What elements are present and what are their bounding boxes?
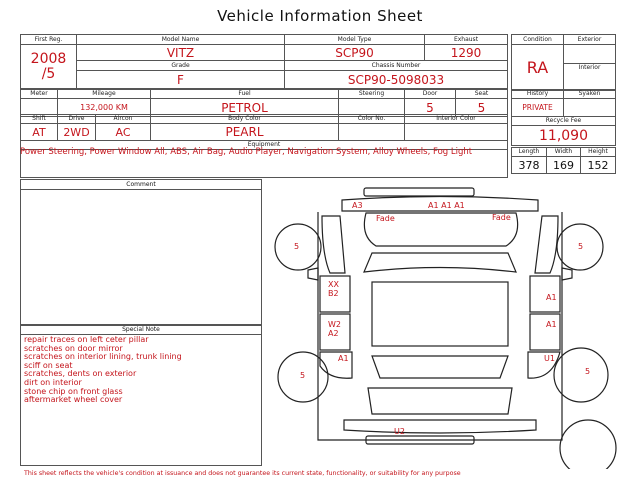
first-reg-year: 2008 [30, 50, 67, 67]
color-no-label: Color No. [339, 115, 405, 124]
front-bumper-part [364, 188, 474, 196]
length-label: Length [512, 148, 547, 157]
syaken-label: Syaken [564, 90, 616, 99]
special-note-item: scratches, dents on exterior [24, 369, 137, 379]
fuel-label: Fuel [151, 90, 339, 99]
spare-wheel [560, 420, 616, 469]
exterior-label: Exterior [564, 35, 616, 45]
special-note-item: scratches on door mirror [24, 343, 123, 353]
special-note-item: scratches on interior lining, trunk lining [24, 352, 182, 362]
mark-left-quarter: A1 [338, 354, 349, 363]
mark-right-front-door: A1 [546, 293, 557, 302]
special-note-item: stone chip on front glass [24, 386, 123, 396]
model-type-label: Model Type [285, 35, 425, 45]
grade-value: F [77, 71, 285, 89]
exhaust-label: Exhaust [425, 35, 508, 45]
length-value: 378 [512, 157, 547, 174]
mark-rear-bumper: U2 [394, 427, 405, 436]
recycle-label: Recycle Fee [512, 117, 616, 126]
mark-right-rear-door: A1 [546, 320, 557, 329]
mark-front-top: A1 A1 A1 [428, 201, 465, 210]
model-name-label: Model Name [77, 35, 285, 45]
left-front-fender [322, 216, 345, 273]
history-label: History [512, 90, 564, 99]
dimensions-table [511, 147, 616, 174]
page-title: Vehicle Information Sheet [217, 7, 423, 25]
mileage-label: Mileage [58, 90, 151, 99]
model-type-value: SCP90 [285, 45, 425, 61]
condition-table [511, 34, 616, 91]
color-no-value [339, 124, 405, 141]
equipment-label: Equipment [21, 141, 508, 150]
chassis-label: Chassis Number [285, 61, 508, 71]
door-label: Door [405, 90, 456, 99]
meter-label: Meter [21, 90, 58, 99]
mark-wheel-rear-left: 5 [300, 371, 306, 380]
mark-left-front-door: XX B2 [328, 280, 339, 298]
special-note-label: Special Note [21, 325, 261, 335]
chassis-value: SCP90-5098033 [285, 71, 508, 89]
mark-left-rear-door: W2 A2 [328, 320, 341, 338]
aircon-value: AC [96, 124, 151, 141]
rear-bumper-outline [344, 420, 536, 433]
width-value: 169 [547, 157, 581, 174]
trunk-part [368, 388, 512, 414]
first-reg-month: /5 [41, 65, 56, 82]
door-value: 5 [405, 99, 456, 117]
history-value: PRIVATE [512, 99, 564, 117]
exterior-value [564, 45, 615, 64]
equipment-value: Power Steering, Power Window All, ABS, Air Bag, Audio Player, Navigation System, Alloy Wheels, Fog Light [20, 147, 473, 157]
comment-box [20, 179, 262, 326]
right-front-fender [535, 216, 558, 273]
special-note-item: repair traces on left ceter pillar [24, 335, 149, 344]
aircon-label: Aircon [96, 115, 151, 124]
seat-value: 5 [456, 99, 508, 117]
special-note-list [24, 336, 258, 405]
mark-wheel-rear-right: 5 [585, 367, 591, 376]
roof-part [372, 282, 508, 346]
vehicle-info-table [20, 34, 508, 89]
special-note-item: aftermarket wheel cover [24, 395, 123, 405]
special-note-item: dirt on interior [24, 377, 82, 387]
body-color-value: PEARL [151, 124, 339, 141]
windshield-part [364, 253, 516, 272]
condition-label: Condition [512, 35, 564, 45]
mark-fade-right: Fade [492, 213, 511, 222]
mark-wheel-front-right: 5 [578, 242, 584, 251]
first-reg-value [21, 45, 77, 89]
history-table [511, 89, 616, 146]
vehicle-color-table [20, 114, 508, 178]
body-color-label: Body Color [151, 115, 339, 124]
mark-fade-left: Fade [376, 214, 395, 223]
drive-value: 2WD [58, 124, 96, 141]
drive-label: Drive [58, 115, 96, 124]
mark-right-quarter: U1 [544, 354, 555, 363]
vehicle-spec-table [20, 89, 508, 117]
steering-label: Steering [339, 90, 405, 99]
grade-label: Grade [77, 61, 285, 71]
first-reg-label: First Reg. [21, 35, 77, 45]
car-damage-diagram [268, 184, 624, 469]
width-label: Width [547, 148, 581, 157]
right-mirror [562, 268, 572, 280]
special-note-item: sciff on seat [24, 360, 73, 370]
exhaust-value: 1290 [425, 45, 508, 61]
model-name-value: VITZ [77, 45, 285, 61]
interior-color-label: Interior Color [405, 115, 508, 124]
mark-front-bumper: A3 [352, 201, 363, 210]
fuel-value: PETROL [151, 99, 339, 117]
recycle-value: 11,090 [512, 126, 616, 146]
comment-label: Comment [21, 180, 261, 190]
interior-label: Interior [578, 64, 601, 71]
left-mirror [308, 268, 318, 280]
height-label: Height [581, 148, 616, 157]
condition-value: RA [512, 45, 564, 91]
mileage-value: 132,000 KM [58, 99, 151, 117]
disclaimer-footer: This sheet reflects the vehicle's condition at issuance and does not guarantee its current state, functionality, or suitability for any purpose [24, 470, 461, 477]
syaken-value [564, 99, 616, 117]
seat-label: Seat [456, 90, 508, 99]
mark-wheel-front-left: 5 [294, 242, 300, 251]
height-value: 152 [581, 157, 616, 174]
shift-label: Shift [21, 115, 58, 124]
interior-color-value [405, 124, 508, 141]
shift-value: AT [21, 124, 58, 141]
rear-glass-part [372, 356, 508, 378]
